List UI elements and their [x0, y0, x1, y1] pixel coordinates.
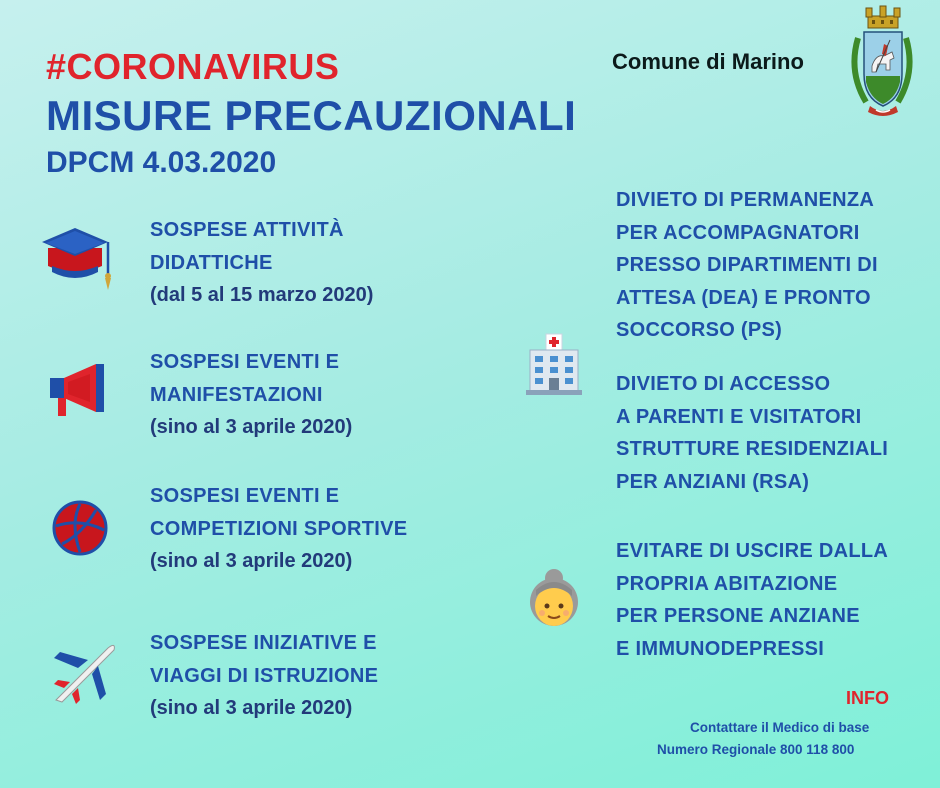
- list-item: [150, 627, 378, 725]
- item-line: DIDATTICHE: [150, 251, 273, 274]
- municipal-crest-icon: [846, 2, 918, 122]
- info-doctor-line: Contattare il Medico di base: [690, 720, 870, 735]
- volleyball-icon: [52, 500, 108, 556]
- list-item: [150, 346, 352, 444]
- item-note: (sino al 3 aprile 2020): [150, 416, 353, 438]
- info-title: INFO: [846, 688, 889, 708]
- page-title: MISURE PRECAUZIONALI: [46, 92, 577, 139]
- hospital-icon: [524, 332, 584, 396]
- item-line: PRESSO DIPARTIMENTI DI: [616, 254, 878, 276]
- list-item: [150, 214, 373, 312]
- list-item: [616, 368, 888, 498]
- item-line: PER ANZIANI (RSA): [616, 470, 810, 493]
- hashtag-title: #CORONAVIRUS: [46, 46, 340, 87]
- item-line: SOSPESE INIZIATIVE E: [150, 632, 377, 654]
- list-item: [616, 184, 878, 347]
- graduation-cap-icon: [42, 226, 116, 292]
- municipality-name: Comune di Marino: [612, 49, 804, 74]
- item-line: ATTESA (DEA) E PRONTO: [616, 286, 871, 309]
- page-subtitle: DPCM 4.03.2020: [46, 146, 277, 179]
- airplane-icon: [50, 638, 120, 704]
- item-line: SOSPESE ATTIVITÀ: [150, 219, 344, 241]
- item-line: MANIFESTAZIONI: [150, 383, 323, 406]
- item-line: E IMMUNODEPRESSI: [616, 637, 825, 660]
- item-line: PROPRIA ABITAZIONE: [616, 572, 838, 595]
- item-note: (sino al 3 aprile 2020): [150, 697, 353, 719]
- item-line: SOCCORSO (PS): [616, 319, 783, 341]
- info-phone-line: Numero Regionale 800 118 800: [657, 742, 855, 757]
- list-item: [150, 480, 407, 578]
- item-line: COMPETIZIONI SPORTIVE: [150, 517, 408, 540]
- item-line: STRUTTURE RESIDENZIALI: [616, 438, 889, 460]
- item-line: PER ACCOMPAGNATORI: [616, 221, 860, 244]
- item-line: VIAGGI DI ISTRUZIONE: [150, 664, 379, 687]
- item-line: A PARENTI E VISITATORI: [616, 405, 862, 428]
- list-item: [616, 535, 888, 665]
- item-line: SOSPESI EVENTI E: [150, 351, 340, 373]
- item-line: DIVIETO DI ACCESSO: [616, 373, 831, 395]
- item-line: DIVIETO DI PERMANENZA: [616, 189, 875, 211]
- item-note: (dal 5 al 15 marzo 2020): [150, 284, 374, 306]
- megaphone-icon: [48, 362, 112, 420]
- item-line: EVITARE DI USCIRE DALLA: [616, 540, 889, 562]
- item-line: PER PERSONE ANZIANE: [616, 605, 860, 627]
- elderly-woman-icon: [524, 566, 584, 630]
- item-line: SOSPESI EVENTI E: [150, 485, 340, 507]
- item-note: (sino al 3 aprile 2020): [150, 550, 353, 572]
